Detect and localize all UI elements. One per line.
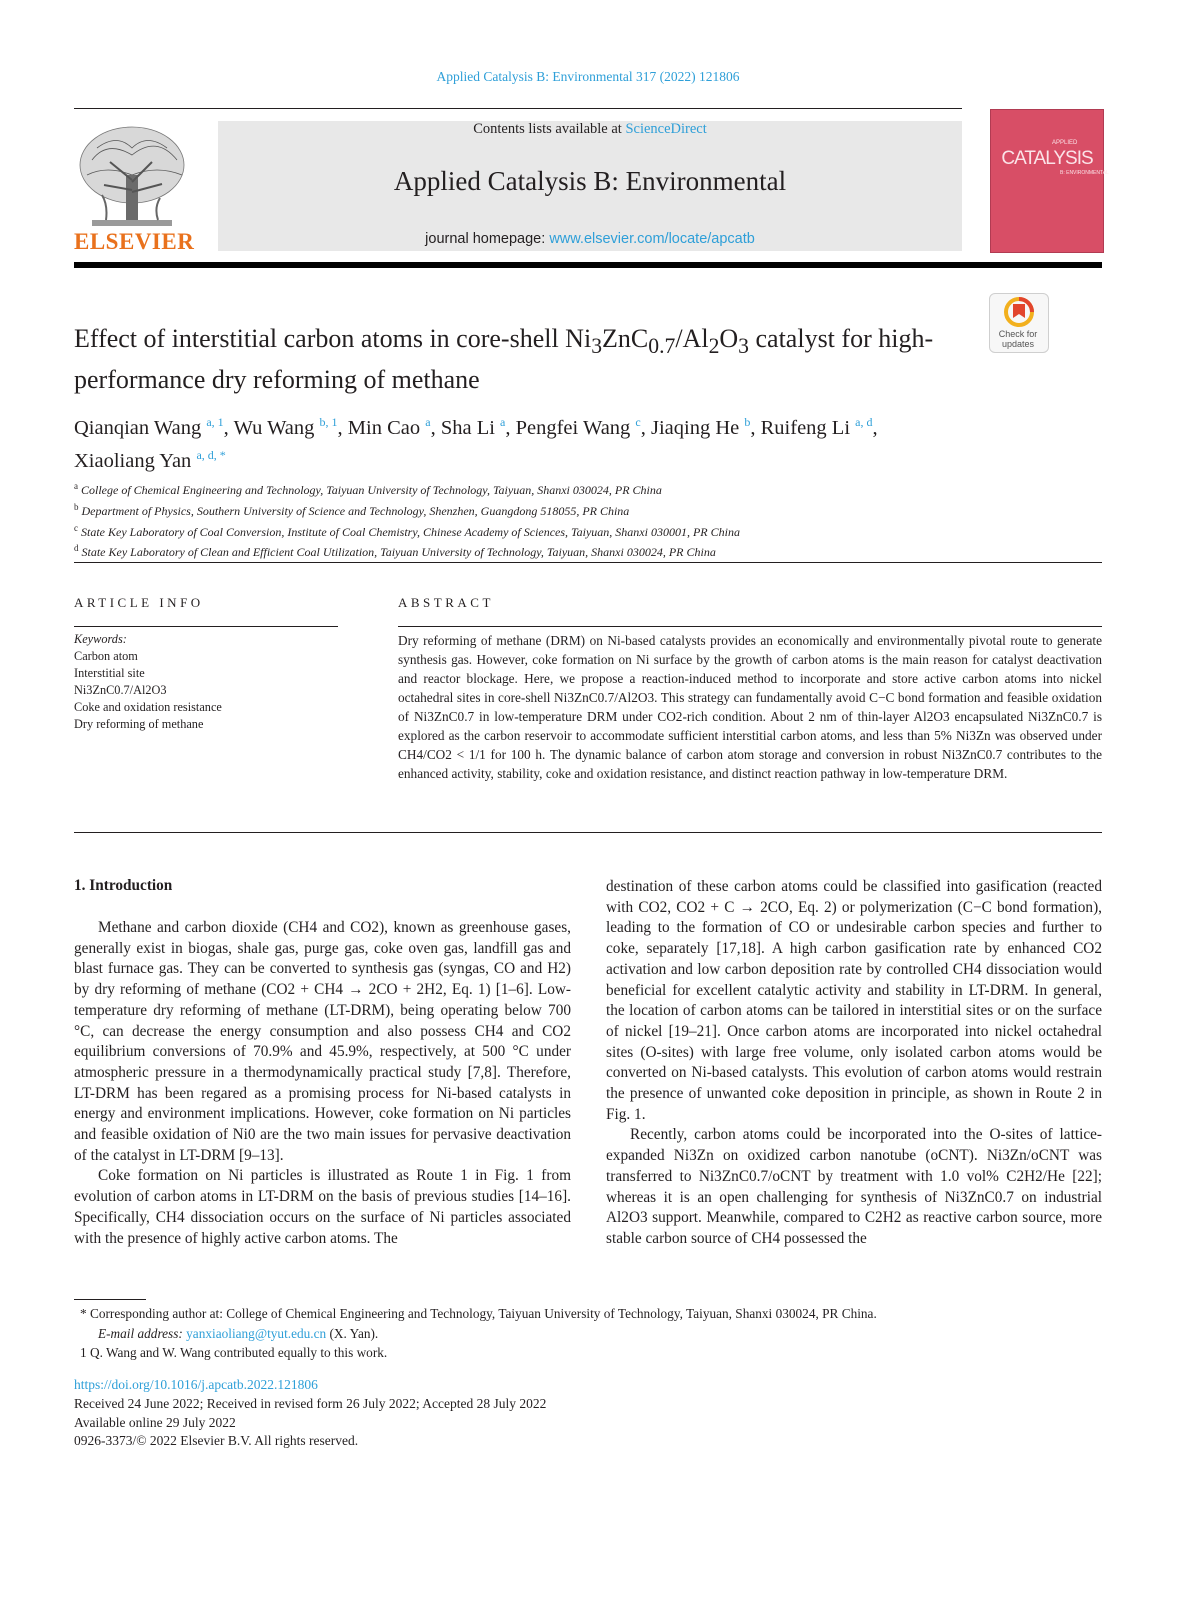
journal-title: Applied Catalysis B: Environmental xyxy=(393,166,787,196)
journal-cover-thumbnail[interactable] xyxy=(990,109,1104,253)
body-column-right xyxy=(606,877,1102,1250)
keyword-item: Coke and oxidation resistance xyxy=(74,700,222,714)
email-link[interactable]: yanxiaoliang@tyut.edu.cn xyxy=(186,1325,327,1341)
corresponding-author-note: * Corresponding author at: College of Chemical Engineering and Technology, Taiyuan University of Technology, Taiyuan, Shanxi 030024, PR China. xyxy=(80,1306,877,1321)
crossmark-icon xyxy=(990,294,1048,328)
author-name[interactable]: Min Cao xyxy=(347,416,421,439)
affiliation-list xyxy=(74,478,1074,561)
author-affiliation-marker[interactable]: a xyxy=(425,415,431,429)
keyword-item: Carbon atom xyxy=(74,649,138,663)
author-name[interactable]: Jiaqing He xyxy=(651,416,740,439)
body-column-left xyxy=(74,918,571,1249)
introduction-heading: 1. Introduction xyxy=(74,877,173,894)
header-thick-rule xyxy=(74,262,1102,268)
abstract-bottom-rule xyxy=(74,832,1102,833)
author-affiliation-marker[interactable]: c xyxy=(635,415,641,429)
equal-contribution-note: 1 Q. Wang and W. Wang contributed equally to this work. xyxy=(80,1345,388,1360)
abstract-rule xyxy=(398,626,1102,627)
author-name[interactable]: Xiaoliang Yan xyxy=(74,449,192,472)
email-note: E-mail address: yanxiaoliang@tyut.edu.cn (X. Yan). xyxy=(98,1325,379,1341)
affiliation-item: $^b$ Department of Physics, Southern University of Science and Technology, Shenzhen, Guangdong 518055, PR China xyxy=(74,501,630,518)
copyright-line: 0926-3373/© 2022 Elsevier B.V. All rights reserved. xyxy=(74,1433,359,1449)
footnote-rule xyxy=(74,1299,146,1300)
author-affiliation-marker[interactable]: a, d, * xyxy=(196,447,226,462)
sciencedirect-link[interactable]: ScienceDirect xyxy=(625,121,707,137)
keywords-block xyxy=(74,631,374,733)
body-paragraph: destination of these carbon atoms could be classified into gasification (reacted with CO2, CO2 + C → 2CO, Eq. 2) or polymerization (C−C bond formation), leading to the formation of CO or undesirable carbon species and further to coke, separately [17,18]. A high carbon gasification rate by enhanced CO2 activation and low carbon deposition rate by controlled CH4 dissociation would beneficial for excellent catalytic activity and stability in LT-DRM. In general, the location of carbon atoms can be tailored in interstitial sites or on the surface of nickel [19–21]. Once carbon atoms are incorporated into nickel octahedral sites (O-sites) with large free volume, only isolated carbon atoms would be converted on Ni-based catalysts. This evolution of carbon atoms would restrain the presence of unwanted coke deposition in principle, as shown in Route 2 in Fig. 1. xyxy=(606,878,1102,1123)
author-list: Qianqian Wang $^{a, 1}$, Wu Wang $^{b, 1}$, Min Cao $^a$, Sha Li $^a$, Pengfei Wang $^c$, Jiaqing He $^b$, Ruifeng Li $^{a, d}$, Xiaoliang Yan $^{a, d, *}$ xyxy=(74,415,878,472)
article-title: Effect of interstitial carbon atoms in core-shell $Ni_3ZnC_{0.7}/Al_2O_3$ catalyst for high-performance dry reforming of methane xyxy=(74,324,934,395)
check-for-updates-label: Check for updates xyxy=(998,329,1038,349)
elsevier-wordmark: ELSEVIER xyxy=(74,229,195,254)
doi-link[interactable]: https://doi.org/10.1016/j.apcatb.2022.121806 xyxy=(74,1377,318,1392)
body-paragraph: Coke formation on Ni particles is illustrated as Route 1 in Fig. 1 from evolution of carbon atoms in LT-DRM on the basis of previous studies [14–16]. Specifically, CH4 dissociation occurs on the surface of Ni particles associated with the presence of highly active carbon atoms. The xyxy=(74,1167,571,1247)
journal-reference-link[interactable]: Applied Catalysis B: Environmental 317 (2022) 121806 xyxy=(436,69,740,84)
author-name[interactable]: Pengfei Wang xyxy=(515,416,631,439)
abstract-heading: ABSTRACT xyxy=(398,595,494,610)
cover-applied-label: APPLIED xyxy=(1052,140,1078,146)
affiliation-item: $^c$ State Key Laboratory of Coal Conversion, Institute of Coal Chemistry, Chinese Academy of Sciences, Taiyuan, Shanxi 030001, PR China xyxy=(74,522,740,539)
affiliation-item: $^a$ College of Chemical Engineering and Technology, Taiyuan University of Technology, Taiyuan, Shanxi 030024, PR China xyxy=(74,481,662,497)
author-name[interactable]: Wu Wang xyxy=(233,416,315,439)
footnotes xyxy=(80,1304,1100,1363)
publication-dates xyxy=(74,1395,546,1451)
journal-homepage xyxy=(218,231,962,247)
keywords-label: Keywords: xyxy=(74,632,127,646)
article-info-heading: ARTICLE INFO xyxy=(74,595,204,610)
cover-environmental-label: B: ENVIRONMENTAL xyxy=(1060,170,1109,176)
author-name[interactable]: Sha Li xyxy=(440,416,495,439)
available-online: Available online 29 July 2022 xyxy=(74,1414,236,1430)
body-paragraph: Recently, carbon atoms could be incorporated into the O-sites of lattice-expanded Ni3Zn on oxidized carbon nanotube (oCNT). Ni3Zn/oCNT was transferred to Ni3ZnC0.7/oCNT by treatment with 1.0 vol% C2H2/He [22]; whereas it is an open challenging for synthesis of Ni3ZnC0.7 on industrial Al2O3 support. Meanwhile, compared to C2H2 as reactive carbon source, more stable carbon source of CH4 possessed the xyxy=(606,1126,1102,1247)
author-affiliation-marker[interactable]: b xyxy=(744,415,751,429)
contents-line xyxy=(218,121,962,138)
affiliation-item: $^d$ State Key Laboratory of Clean and Efficient Coal Utilization, Taiyuan University of Technology, Taiyuan, Shanxi 030024, PR China xyxy=(74,543,716,560)
author-affiliation-marker[interactable]: a, 1 xyxy=(206,415,224,429)
cover-catalysis-word: CATALYSIS xyxy=(1001,148,1093,169)
keyword-item: Interstitial site xyxy=(74,666,145,680)
received-dates: Received 24 June 2022; Received in revised form 26 July 2022; Accepted 28 July 2022 xyxy=(74,1396,547,1411)
author-affiliation-marker[interactable]: a, d xyxy=(855,415,873,429)
author-name[interactable]: Ruifeng Li xyxy=(760,416,851,439)
homepage-prefix: journal homepage: xyxy=(425,231,550,247)
body-paragraph: Methane and carbon dioxide (CH4 and CO2), known as greenhouse gases, generally exist in biogas, shale gas, purge gas, coke oven gas, landfill gas and blast furnace gas. They can be converted to synthesis gas (syngas, CO and H2) by dry reforming of methane (CO2 + CH4 → 2CO + 2H2, Eq. 1) [1–6]. Low-temperature dry reforming of methane (LT-DRM), being operating below 700 °C, can decrease the energy consumption and also possess CH4 and CO2 equilibrium conversions of 70.9% and 45.9%, respectively, at 500 °C under atmospheric pressure in a thermodynamically practical study [7,8]. Therefore, LT-DRM has been regared as a promising process for Ni-based catalysts in energy and environment implications. However, coke formation on Ni particles and feasible oxidation of Ni0 are the two main issues for pervasive deactivation of the catalyst in LT-DRM [9–13]. xyxy=(74,919,571,1164)
section-rule xyxy=(74,562,1102,563)
author-affiliation-marker[interactable]: a xyxy=(500,415,506,429)
contents-prefix: Contents lists available at xyxy=(473,121,626,137)
keywords-rule xyxy=(74,626,338,627)
keyword-item: Dry reforming of methane xyxy=(74,717,204,731)
author-affiliation-marker[interactable]: b, 1 xyxy=(319,415,338,429)
header-rule xyxy=(74,108,962,109)
author-name[interactable]: Qianqian Wang xyxy=(74,416,202,439)
keyword-item: Ni3ZnC0.7/Al2O3 xyxy=(74,683,167,697)
abstract-text: Dry reforming of methane (DRM) on Ni-based catalysts provides an economically and environmentally pivotal route to generate synthesis gas. However, coke formation on Ni surface by the growth of carbon atoms is the main reason for catalyst deactivation and reactor blockage. Here, we propose a reaction-induced method to incorporate and store active carbon atoms into nickel octahedral sites in core-shell Ni3ZnC0.7/Al2O3. This strategy can fundamentally avoid C−C bond formation and feasible oxidation of Ni3ZnC0.7 in low-temperature DRM under CO2-rich condition. About 2 nm of thin-layer Al2O3 encapsulated Ni3ZnC0.7 is explored as the carbon reservoir to accommodate sufficient interstitial carbon atoms, and less than 5% Ni3Zn was observed under CH4/CO2 < 1/1 for 100 h. The dynamic balance of carbon atom storage and conversion in robust Ni3ZnC0.7 contributes to the enhanced activity, stability, coke and oxidation resistance, and distinct reaction pathway in low-temperature DRM. xyxy=(398,633,1102,781)
homepage-link[interactable]: www.elsevier.com/locate/apcatb xyxy=(549,231,755,247)
